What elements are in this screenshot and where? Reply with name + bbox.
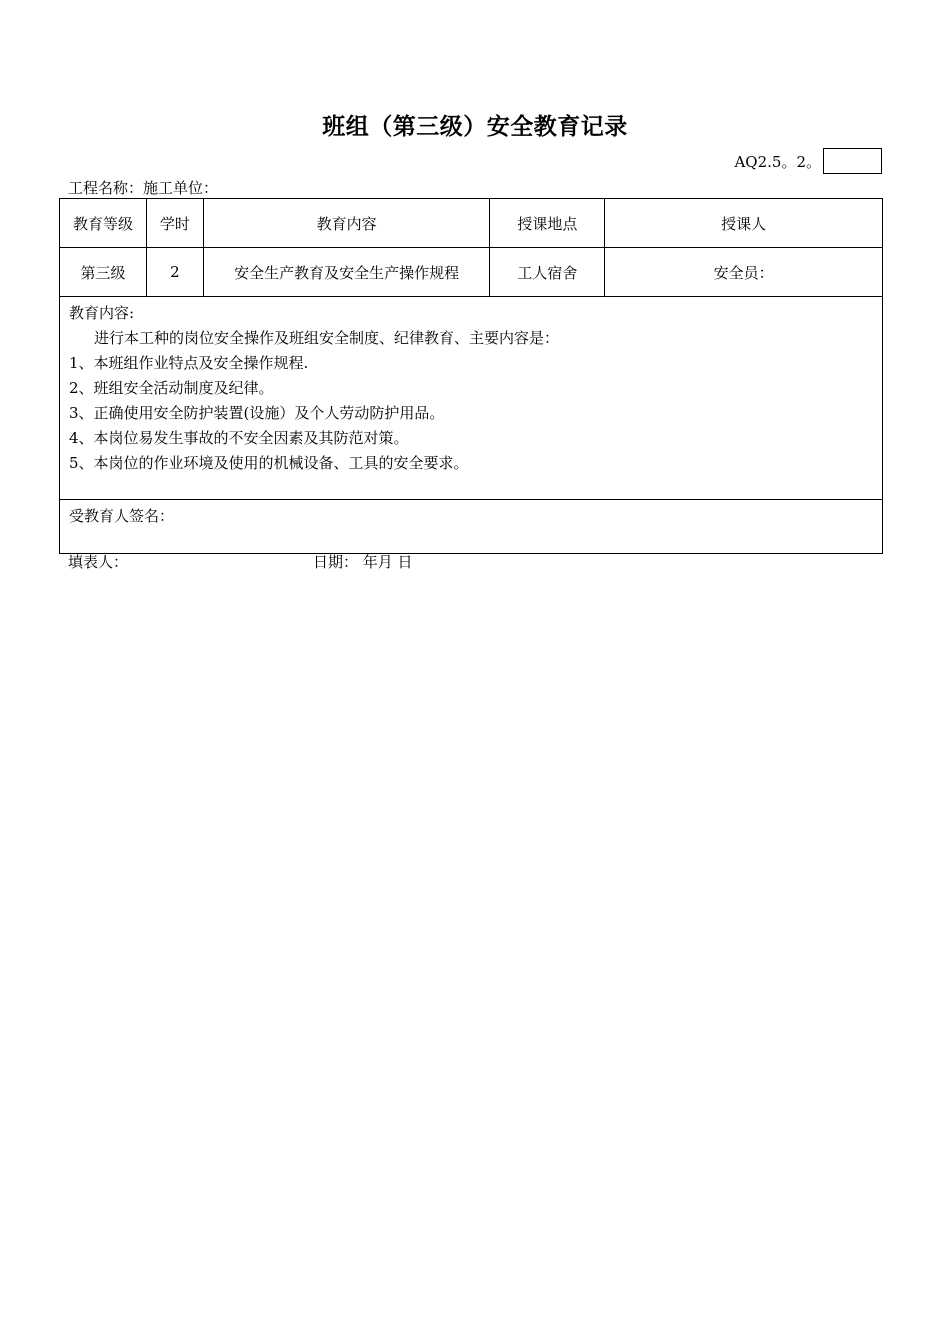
header-education-level: 教育等级 (60, 199, 147, 248)
signature-label: 受教育人签名： (69, 507, 175, 525)
signature-row (60, 500, 883, 554)
table-header-row (60, 199, 883, 248)
header-hours: 学时 (146, 199, 203, 248)
filler-label: 填表人： (68, 553, 129, 571)
date-label: 日期： 年月 日 (313, 553, 413, 571)
header-education-content: 教育内容 (203, 199, 490, 248)
cell-hours: 2 (146, 248, 203, 297)
document-code-row (734, 148, 882, 174)
content-item: 5、本岗位的作业环境及使用的机械设备、工具的安全要求。 (69, 454, 469, 472)
signature-cell[interactable] (60, 500, 883, 554)
content-label: 教育内容: (69, 304, 135, 322)
header-instructor: 授课人 (605, 199, 883, 248)
content-item: 3、正确使用安全防护装置(设施）及个人劳动防护用品。 (69, 404, 445, 422)
content-item: 2、班组安全活动制度及纪律。 (69, 379, 274, 397)
cell-instructor: 安全员： (605, 248, 883, 297)
content-row (60, 297, 883, 500)
cell-education-level: 第三级 (60, 248, 147, 297)
cell-location: 工人宿舍 (490, 248, 605, 297)
cell-education-content: 安全生产教育及安全生产操作规程 (203, 248, 490, 297)
footer (68, 551, 768, 573)
content-item: 4、本岗位易发生事故的不安全因素及其防范对策。 (69, 429, 409, 447)
document-code: AQ2.5。2。 (734, 152, 821, 171)
content-item: 1、本班组作业特点及安全操作规程. (69, 354, 309, 372)
table-row (60, 248, 883, 297)
header-location: 授课地点 (490, 199, 605, 248)
document-code-box[interactable] (823, 148, 882, 174)
document-title: 班组（第三级）安全教育记录 (322, 114, 628, 140)
content-cell (60, 297, 883, 500)
project-line: 工程名称：施工单位： (68, 179, 219, 197)
education-record-table (59, 198, 883, 554)
content-intro: 进行本工种的岗位安全操作及班组安全制度、纪律教育、主要内容是： (94, 329, 560, 347)
